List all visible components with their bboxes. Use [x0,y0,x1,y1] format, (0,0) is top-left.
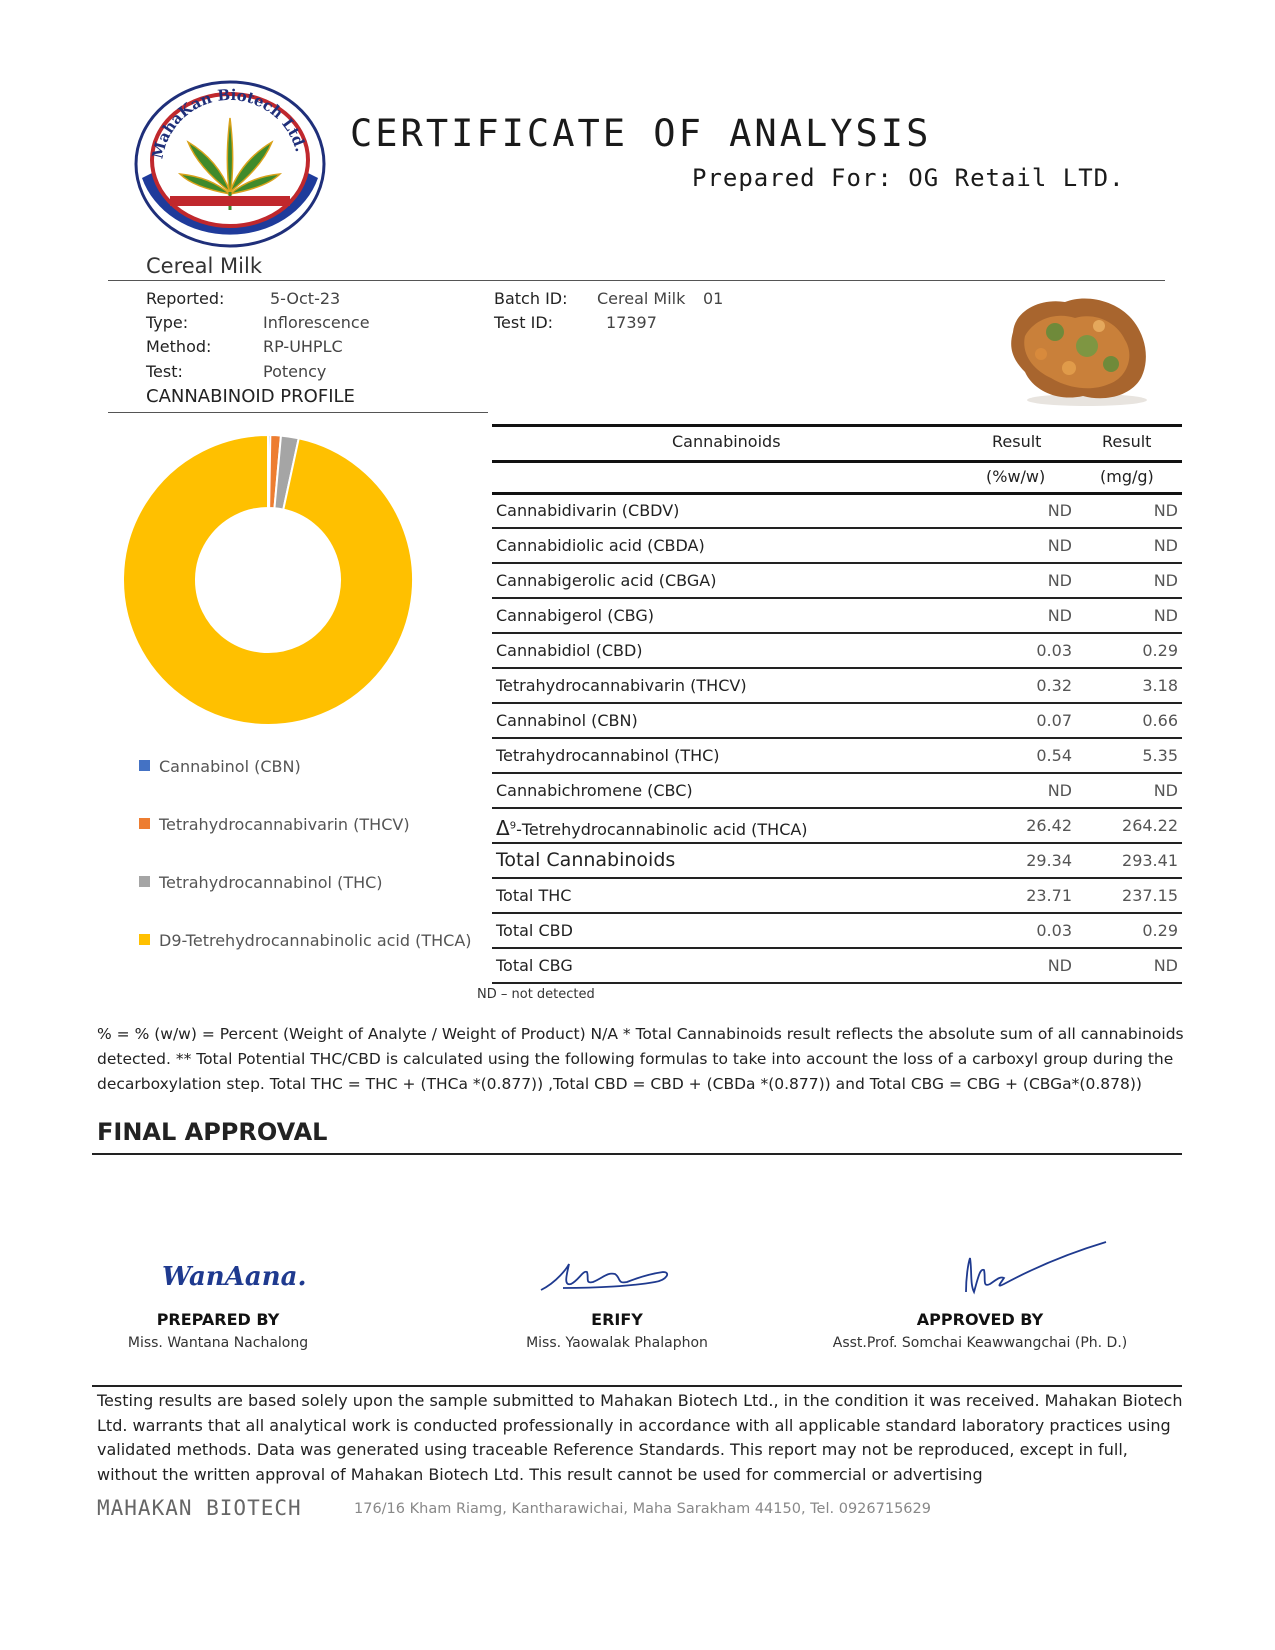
result-pct: ND [1047,571,1072,590]
final-approval-heading: FINAL APPROVAL [97,1118,328,1146]
result-mg: 0.29 [1142,641,1178,660]
table-row [492,669,1182,704]
prepared-by-role: PREPARED BY [156,1310,280,1329]
result-pct: 23.71 [1026,886,1072,905]
cannabinoid-name [496,921,573,940]
cannabinoid-name [496,606,654,625]
result-mg: 0.29 [1142,921,1178,940]
table-header-rule [492,460,1182,463]
result-pct: 29.34 [1026,851,1072,870]
result-pct: 0.03 [1036,921,1072,940]
cannabinoid-name-text: Cannabidiolic acid (CBDA) [496,536,705,555]
testid-label: Test ID: [494,313,554,332]
header-result-mg: Result [1102,432,1152,451]
logo-arc-text: MahaKan Biotech Ltd. [148,85,310,161]
result-mg: ND [1153,956,1178,975]
mahakan-biotech-logo [132,78,328,248]
product-name: Cereal Milk [146,254,263,278]
verify-name: Miss. Yaowalak Phalaphon [526,1335,708,1351]
delta-prefix: Δ [496,816,510,840]
header-unit-mg: (mg/g) [1100,467,1154,486]
result-mg: 237.15 [1122,886,1178,905]
test-value: Potency [263,362,327,381]
cannabinoid-name-text: Cannabichromene (CBC) [496,781,693,800]
table-row [492,564,1182,599]
cannabinoid-name-text: Tetrahydrocannabivarin (THCV) [496,676,747,695]
result-pct: ND [1047,536,1072,555]
legend-item-thcv [139,815,410,834]
header-result-pct: Result [992,432,1042,451]
result-mg: 293.41 [1122,851,1178,870]
type-value: Inflorescence [263,313,370,332]
batch-value: Cereal Milk [597,289,686,308]
section-divider [108,412,488,413]
cannabinoid-name [496,781,693,800]
prepared-for: Prepared For: OG Retail LTD. [692,164,1125,192]
cannabinoid-name [496,711,638,730]
approved-by-name: Asst.Prof. Somchai Keawwangchai (Ph. D.) [832,1335,1128,1351]
header-unit-pct: (%w/w) [986,467,1046,486]
cannabinoid-name-text: Total CBD [496,921,573,940]
table-row [492,599,1182,634]
table-row [492,739,1182,774]
header-cannabinoids: Cannabinoids [672,432,781,451]
table-row [492,844,1182,879]
cannabinoid-name-text: Cannabigerol (CBG) [496,606,654,625]
legend-label: Tetrahydrocannabinol (THC) [159,873,383,892]
result-pct: 0.03 [1036,641,1072,660]
result-pct: 0.32 [1036,676,1072,695]
legend-label: Tetrahydrocannabivarin (THCV) [159,815,410,834]
cannabinoid-name-text: Cannabinol (CBN) [496,711,638,730]
table-row [492,494,1182,529]
calculation-notes: % = % (w/w) = Percent (Weight of Analyte / Weight of Product) N/A * Total Cannabinoids result reflects the absolute sum of all cannabinoids detected. ** Total Potential THC/CBD is calculated using the following formulas to take into account the loss of a carboxyl group during the decarboxylation step. Total THC = THC + (THCa *(0.877)) ,Total CBD = CBD + (CBDa *(0.877)) and Total CBG = CBG + (CBGa*(0.878)) [97,1025,1184,1093]
donut-slice [123,435,413,725]
section-title: CANNABINOID PROFILE [146,386,355,407]
table-row [492,634,1182,669]
table-row [492,949,1182,984]
method-label: Method: [146,337,212,356]
verify-role: ERIFY [591,1310,643,1329]
cannabinoid-name-text: -Tetrehydrocannabinolic acid (THCA) [516,820,808,839]
legend-label: D9-Tetrehydrocannabinolic acid (THCA) [159,931,472,950]
testid-value: 17397 [606,313,657,332]
result-mg: ND [1153,781,1178,800]
cannabinoid-name [496,746,720,765]
result-mg: 3.18 [1142,676,1178,695]
delta-superscript: 9 [509,820,517,832]
result-mg: ND [1153,571,1178,590]
footer-address: 176/16 Kham Riamg, Kantharawichai, Maha Sarakham 44150, Tel. 0926715629 [354,1501,931,1517]
signature-approved [960,1238,1110,1300]
batch-number: 01 [703,289,724,308]
footer-lab-name: MAHAKAN BIOTECH [97,1496,302,1520]
table-row [492,914,1182,949]
result-mg: ND [1153,501,1178,520]
result-mg: ND [1153,606,1178,625]
table-row [492,809,1182,844]
cannabinoid-name [496,886,571,905]
result-pct: 26.42 [1026,816,1072,835]
disclaimer-divider [92,1385,1182,1387]
cannabinoid-name [496,536,705,555]
cannabinoid-name-text: Cannabidivarin (CBDV) [496,501,680,520]
signature-verify [537,1258,677,1298]
cannabinoid-donut-chart [118,430,418,730]
result-mg: 0.66 [1142,711,1178,730]
document-title: CERTIFICATE OF ANALYSIS [350,112,932,155]
legend-swatch [139,934,150,945]
reported-value: 5-Oct-23 [270,289,341,308]
legend-swatch [139,760,150,771]
cannabinoid-name [496,641,643,660]
disclaimer-text: Testing results are based solely upon the sample submitted to Mahakan Biotech Ltd., in the condition it was received. Mahakan Biotech Ltd. warrants that all analytical work is conducted professionally in accordance with all applicable standard laboratory practices using validated methods. Data was generated using traceable Reference Standards. This report may not be reproduced, except in full, without the written approval of Mahakan Biotech Ltd. This result cannot be used for commercial or advertising [97,1391,1183,1484]
legend-item-cbn [139,757,301,776]
prepared-by-name: Miss. Wantana Nachalong [127,1335,309,1351]
cannabinoid-name-text: Cannabidiol (CBD) [496,641,643,660]
header-divider [108,280,1165,281]
legend-swatch [139,818,150,829]
result-mg: ND [1153,536,1178,555]
table-top-rule [492,424,1182,427]
cannabinoid-name-text: Total Cannabinoids [496,849,676,871]
result-pct: ND [1047,606,1072,625]
test-label: Test: [146,362,183,381]
result-pct: 0.54 [1036,746,1072,765]
nd-footnote: ND – not detected [477,987,595,1002]
legend-item-thca [139,931,472,950]
cannabinoid-name-text: Total CBG [496,956,573,975]
result-pct: ND [1047,956,1072,975]
result-mg: 264.22 [1122,816,1178,835]
cannabinoid-name-text: Total THC [496,886,572,905]
legend-label: Cannabinol (CBN) [159,757,301,776]
cannabinoid-name-text: Tetrahydrocannabinol (THC) [496,746,720,765]
signature-prepared: WanAana. [162,1262,307,1292]
cannabinoid-name [496,956,573,975]
result-pct: ND [1047,501,1072,520]
legend-swatch [139,876,150,887]
approved-by-role: APPROVED BY [916,1310,1044,1329]
product-photo [995,292,1163,410]
cannabinoid-name-text: Cannabigerolic acid (CBGA) [496,571,717,590]
table-row [492,879,1182,914]
cannabinoid-name [496,501,679,520]
table-row [492,774,1182,809]
approval-divider [92,1153,1182,1155]
result-pct: 0.07 [1036,711,1072,730]
type-label: Type: [146,313,189,332]
cannabinoid-name [496,676,747,695]
cannabinoid-name [496,571,716,590]
legend-item-thc [139,873,383,892]
result-pct: ND [1047,781,1072,800]
reported-label: Reported: [146,289,225,308]
batch-label: Batch ID: [494,289,568,308]
cannabinoid-name [496,849,675,871]
result-mg: 5.35 [1142,746,1178,765]
cannabinoid-name [496,816,808,840]
method-value: RP-UHPLC [263,337,343,356]
table-row [492,704,1182,739]
table-row [492,529,1182,564]
